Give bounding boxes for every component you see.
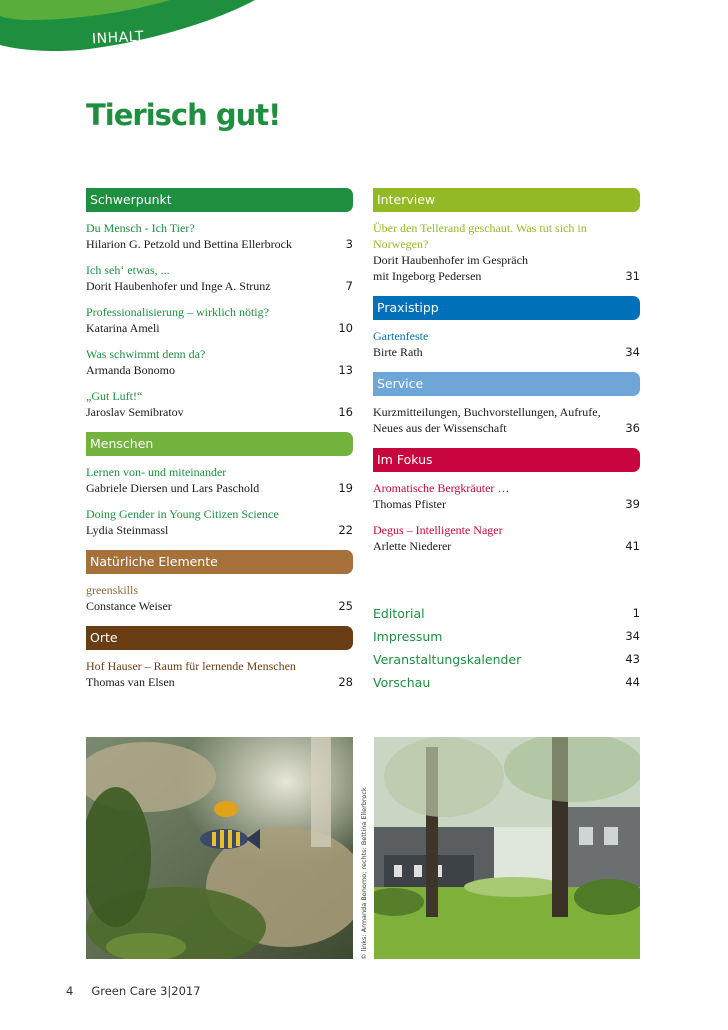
entry-title: greenskills	[86, 583, 138, 597]
page-number: 4	[66, 984, 74, 998]
entry-authors: Hilarion G. Petzold und Bettina Ellerbrock	[86, 237, 292, 251]
section-header: Menschen	[86, 432, 353, 456]
entry-row	[86, 598, 353, 614]
entry-authors: Jaroslav Semibratov	[86, 405, 184, 419]
entry-authors: Kurzmitteilungen, Buchvorstellungen, Aufrufe,	[373, 405, 601, 419]
entry-row	[86, 404, 353, 420]
entry-page: 13	[338, 363, 353, 377]
entry-row	[86, 480, 353, 496]
entry-row	[86, 278, 353, 294]
toc-entry	[373, 220, 640, 284]
entry-authors: Dorit Haubenhofer und Inge A. Strunz	[86, 279, 271, 293]
entry-title: Aromatische Bergkräuter …	[373, 481, 510, 495]
entry-title: Ich seh‘ etwas, ...	[86, 263, 170, 277]
entry-row	[86, 362, 353, 378]
entry-title: Über den Tellerand geschaut. Was tut sich in Norwegen?	[373, 221, 587, 251]
entry-page: 16	[338, 405, 353, 419]
entry-page: 3	[345, 237, 353, 251]
section-header: Natürliche Elemente	[86, 550, 353, 574]
section-header: Schwerpunkt	[86, 188, 353, 212]
entry-page: 19	[338, 481, 353, 495]
toc-entry	[86, 346, 353, 378]
misc-list	[373, 606, 640, 698]
entry-page: 7	[345, 279, 353, 293]
entry-row	[373, 420, 640, 436]
entry-authors: Thomas Pfister	[373, 497, 446, 511]
toc-section	[373, 296, 640, 360]
entry-title: „Gut Luft!“	[86, 389, 143, 403]
misc-item	[373, 652, 640, 675]
entry-authors: Gabriele Diersen und Lars Paschold	[86, 481, 260, 495]
section-header: Orte	[86, 626, 353, 650]
aquarium-photo	[86, 737, 353, 959]
toc-section	[86, 550, 353, 614]
entry-title: Du Mensch - Ich Tier?	[86, 221, 195, 235]
toc-section	[86, 188, 353, 420]
toc-entry	[373, 522, 640, 554]
section-header: Service	[373, 372, 640, 396]
toc-section	[86, 432, 353, 538]
section-header: Im Fokus	[373, 448, 640, 472]
entry-title: Was schwimmt denn da?	[86, 347, 206, 361]
misc-label: Impressum	[373, 629, 443, 644]
misc-label: Veranstaltungskalender	[373, 652, 522, 667]
entry-row	[86, 236, 353, 252]
entry-authors: Armanda Bonomo	[86, 363, 175, 377]
toc-section	[373, 448, 640, 554]
toc-entry	[373, 480, 640, 512]
entry-page: 10	[338, 321, 353, 335]
entry-page: 41	[625, 539, 640, 553]
toc-section	[86, 626, 353, 690]
entry-title: Doing Gender in Young Citizen Science	[86, 507, 279, 521]
issue-label: Green Care 3|2017	[91, 984, 201, 998]
misc-page: 1	[632, 606, 640, 620]
entry-page: 34	[625, 345, 640, 359]
toc-left-column	[86, 188, 353, 702]
entry-row	[373, 538, 640, 554]
entry-authors: Katarina Ameli	[86, 321, 160, 335]
entry-row	[373, 268, 640, 284]
misc-page: 34	[625, 629, 640, 643]
toc-entry	[373, 328, 640, 360]
page-title: Tierisch gut!	[86, 98, 281, 132]
entry-row	[86, 320, 353, 336]
toc-entry	[86, 506, 353, 538]
misc-page: 44	[625, 675, 640, 689]
section-header: Praxistipp	[373, 296, 640, 320]
entry-title: Hof Hauser – Raum für lernende Menschen	[86, 659, 296, 673]
misc-label: Editorial	[373, 606, 425, 621]
toc-entry	[86, 220, 353, 252]
entry-authors: Constance Weiser	[86, 599, 172, 613]
entry-page: 39	[625, 497, 640, 511]
toc-entry	[86, 582, 353, 614]
toc-entry	[86, 464, 353, 496]
photo-credit: © links: Armanda Bonomo; rechts: Bettina Ellerbrock	[360, 787, 368, 960]
entry-authors: Lydia Steinmassl	[86, 523, 169, 537]
entry-page: 25	[338, 599, 353, 613]
misc-item	[373, 675, 640, 698]
entry-page: 36	[625, 421, 640, 435]
misc-page: 43	[625, 652, 640, 666]
entry-title: Degus – Intelligente Nager	[373, 523, 503, 537]
entry-row	[373, 344, 640, 360]
entry-row	[86, 674, 353, 690]
garden-photo	[374, 737, 640, 959]
entry-authors: Dorit Haubenhofer im Gespräch	[373, 253, 528, 267]
misc-item	[373, 606, 640, 629]
misc-item	[373, 629, 640, 652]
entry-title: Professionalisierung – wirklich nötig?	[86, 305, 269, 319]
toc-section	[373, 188, 640, 284]
entry-page: 22	[338, 523, 353, 537]
toc-entry	[86, 262, 353, 294]
entry-row	[86, 522, 353, 538]
toc-right-column	[373, 188, 640, 566]
toc-entry	[86, 304, 353, 336]
entry-row	[373, 496, 640, 512]
toc-section	[373, 372, 640, 436]
entry-page: 28	[338, 675, 353, 689]
toc-entry	[373, 404, 640, 436]
entry-authors: Arlette Niederer	[373, 539, 452, 553]
section-header: Interview	[373, 188, 640, 212]
toc-entry	[86, 388, 353, 420]
toc-entry	[86, 658, 353, 690]
entry-authors-2: mit Ingeborg Pedersen	[373, 269, 482, 283]
section-label: INHALT	[91, 28, 145, 48]
entry-authors-2: Neues aus der Wissenschaft	[373, 421, 507, 435]
entry-page: 31	[625, 269, 640, 283]
entry-title: Gartenfeste	[373, 329, 429, 343]
entry-authors: Thomas van Elsen	[86, 675, 175, 689]
misc-label: Vorschau	[373, 675, 431, 690]
entry-authors: Birte Rath	[373, 345, 423, 359]
entry-title: Lernen von- und miteinander	[86, 465, 227, 479]
page-footer	[66, 984, 219, 998]
